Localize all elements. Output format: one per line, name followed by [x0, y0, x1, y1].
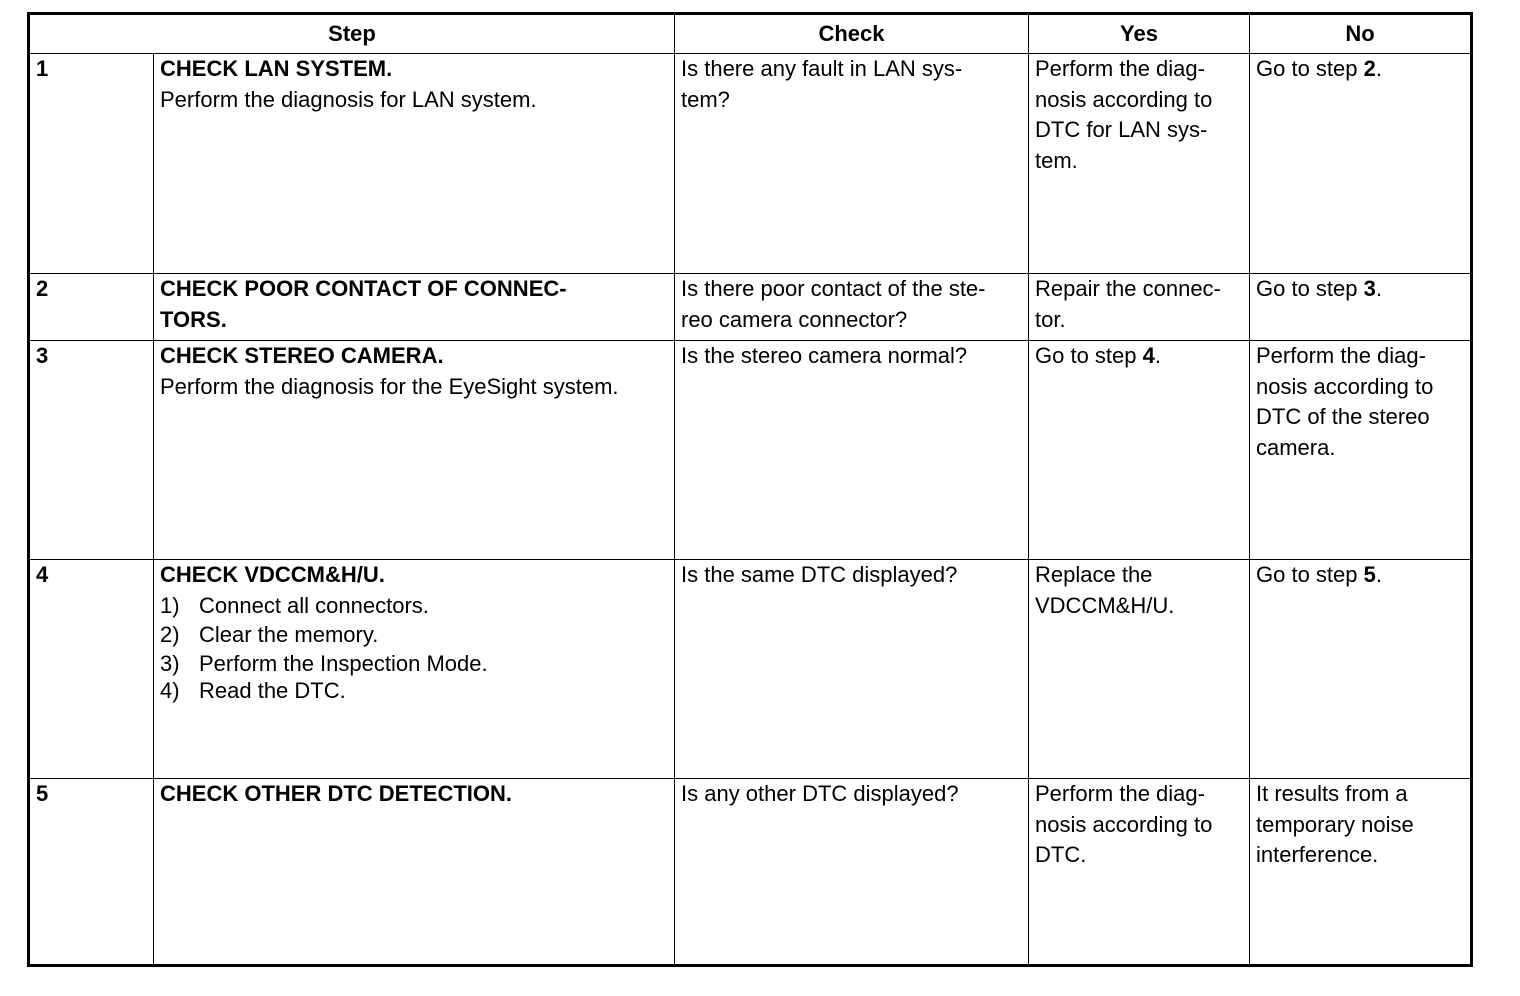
item-number: 1): [160, 592, 180, 618]
table-row: [29, 274, 1472, 341]
step-number: 5: [29, 779, 154, 966]
header-no: No: [1250, 14, 1472, 54]
list-item: [160, 620, 668, 649]
no-text: Go to step: [1256, 276, 1364, 301]
step-description: [154, 560, 675, 779]
no-cell: [1250, 54, 1472, 274]
item-number: 4): [160, 677, 180, 703]
step-title: CHECK STEREO CAMERA.: [160, 343, 444, 368]
item-text: Perform the Inspection Mode.: [199, 650, 488, 676]
step-number: 3: [29, 341, 154, 560]
list-item: [160, 649, 668, 678]
yes-cell: [1029, 274, 1250, 341]
yes-line: DTC.: [1035, 842, 1087, 867]
step-instruction: Perform the diagnosis for LAN system.: [160, 86, 537, 112]
yes-line: Perform the diag-: [1035, 56, 1205, 81]
yes-cell: [1029, 341, 1250, 560]
step-number: 2: [29, 274, 154, 341]
no-line: nosis according to: [1256, 373, 1434, 399]
header-step: Step: [29, 14, 675, 54]
no-text-end: .: [1375, 56, 1382, 81]
check-line: tem?: [681, 86, 730, 112]
yes-line: Perform the diag-: [1035, 781, 1205, 806]
no-line: Perform the diag-: [1256, 343, 1426, 368]
yes-line: nosis according to: [1035, 86, 1213, 112]
yes-cell: [1029, 779, 1250, 966]
item-text: Read the DTC.: [199, 677, 346, 703]
no-cell: [1250, 560, 1472, 779]
yes-line: nosis according to: [1035, 811, 1213, 837]
table-row: [29, 560, 1472, 779]
yes-cell: [1029, 560, 1250, 779]
no-line: temporary noise: [1256, 811, 1414, 837]
table-row: [29, 341, 1472, 560]
procedure-list: [160, 591, 668, 704]
no-cell: [1250, 274, 1472, 341]
step-number: 1: [29, 54, 154, 274]
header-row: [29, 14, 1472, 54]
check-cell: [675, 274, 1029, 341]
no-text-end: .: [1375, 562, 1382, 587]
no-cell: [1250, 779, 1472, 966]
no-text-end: .: [1375, 276, 1382, 301]
header-yes: Yes: [1029, 14, 1250, 54]
yes-line: DTC for LAN sys-: [1035, 117, 1208, 142]
item-text: Connect all connectors.: [199, 592, 429, 618]
check-line: Is any other DTC displayed?: [681, 781, 959, 806]
item-text: Clear the memory.: [199, 621, 379, 647]
check-line: Is the stereo camera normal?: [681, 343, 968, 368]
item-number: 3): [160, 650, 180, 676]
check-line: Is there poor contact of the ste-: [681, 276, 986, 301]
diagnostic-table: [27, 12, 1473, 967]
no-line: DTC of the stereo: [1256, 404, 1430, 429]
check-cell: [675, 779, 1029, 966]
list-item: [160, 591, 668, 620]
header-check: Check: [675, 14, 1029, 54]
no-text: Go to step: [1256, 56, 1364, 81]
list-item: [160, 678, 668, 704]
table-row: [29, 779, 1472, 966]
step-number: 4: [29, 560, 154, 779]
step-title: CHECK LAN SYSTEM.: [160, 56, 393, 81]
step-title: CHECK POOR CONTACT OF CONNEC-: [160, 276, 567, 301]
step-reference: 2: [1363, 56, 1376, 81]
step-description: [154, 779, 675, 966]
step-reference: 3: [1363, 276, 1376, 301]
step-description: [154, 54, 675, 274]
check-line: Is the same DTC displayed?: [681, 562, 958, 587]
no-line: interference.: [1256, 842, 1379, 867]
yes-line: tor.: [1035, 306, 1066, 332]
step-reference: 5: [1363, 562, 1376, 587]
yes-line: Repair the connec-: [1035, 276, 1221, 301]
check-cell: [675, 560, 1029, 779]
no-line: It results from a: [1256, 781, 1408, 806]
yes-line: tem.: [1035, 147, 1078, 173]
step-description: [154, 341, 675, 560]
no-cell: [1250, 341, 1472, 560]
step-instruction: Perform the diagnosis for the EyeSight system.: [160, 373, 619, 399]
check-cell: [675, 341, 1029, 560]
step-title: CHECK VDCCM&H/U.: [160, 562, 385, 587]
step-title: CHECK OTHER DTC DETECTION.: [160, 781, 512, 806]
check-line: reo camera connector?: [681, 306, 908, 332]
no-text: Go to step: [1256, 562, 1364, 587]
yes-line: Replace the: [1035, 562, 1153, 587]
step-title: TORS.: [160, 306, 227, 332]
yes-text-end: .: [1154, 343, 1161, 368]
check-cell: [675, 54, 1029, 274]
step-reference: 4: [1142, 343, 1155, 368]
step-description: [154, 274, 675, 341]
no-line: camera.: [1256, 434, 1336, 460]
yes-line: VDCCM&H/U.: [1035, 592, 1175, 618]
yes-text: Go to step: [1035, 343, 1143, 368]
check-line: Is there any fault in LAN sys-: [681, 56, 963, 81]
yes-cell: [1029, 54, 1250, 274]
table-row: [29, 54, 1472, 274]
item-number: 2): [160, 621, 180, 647]
